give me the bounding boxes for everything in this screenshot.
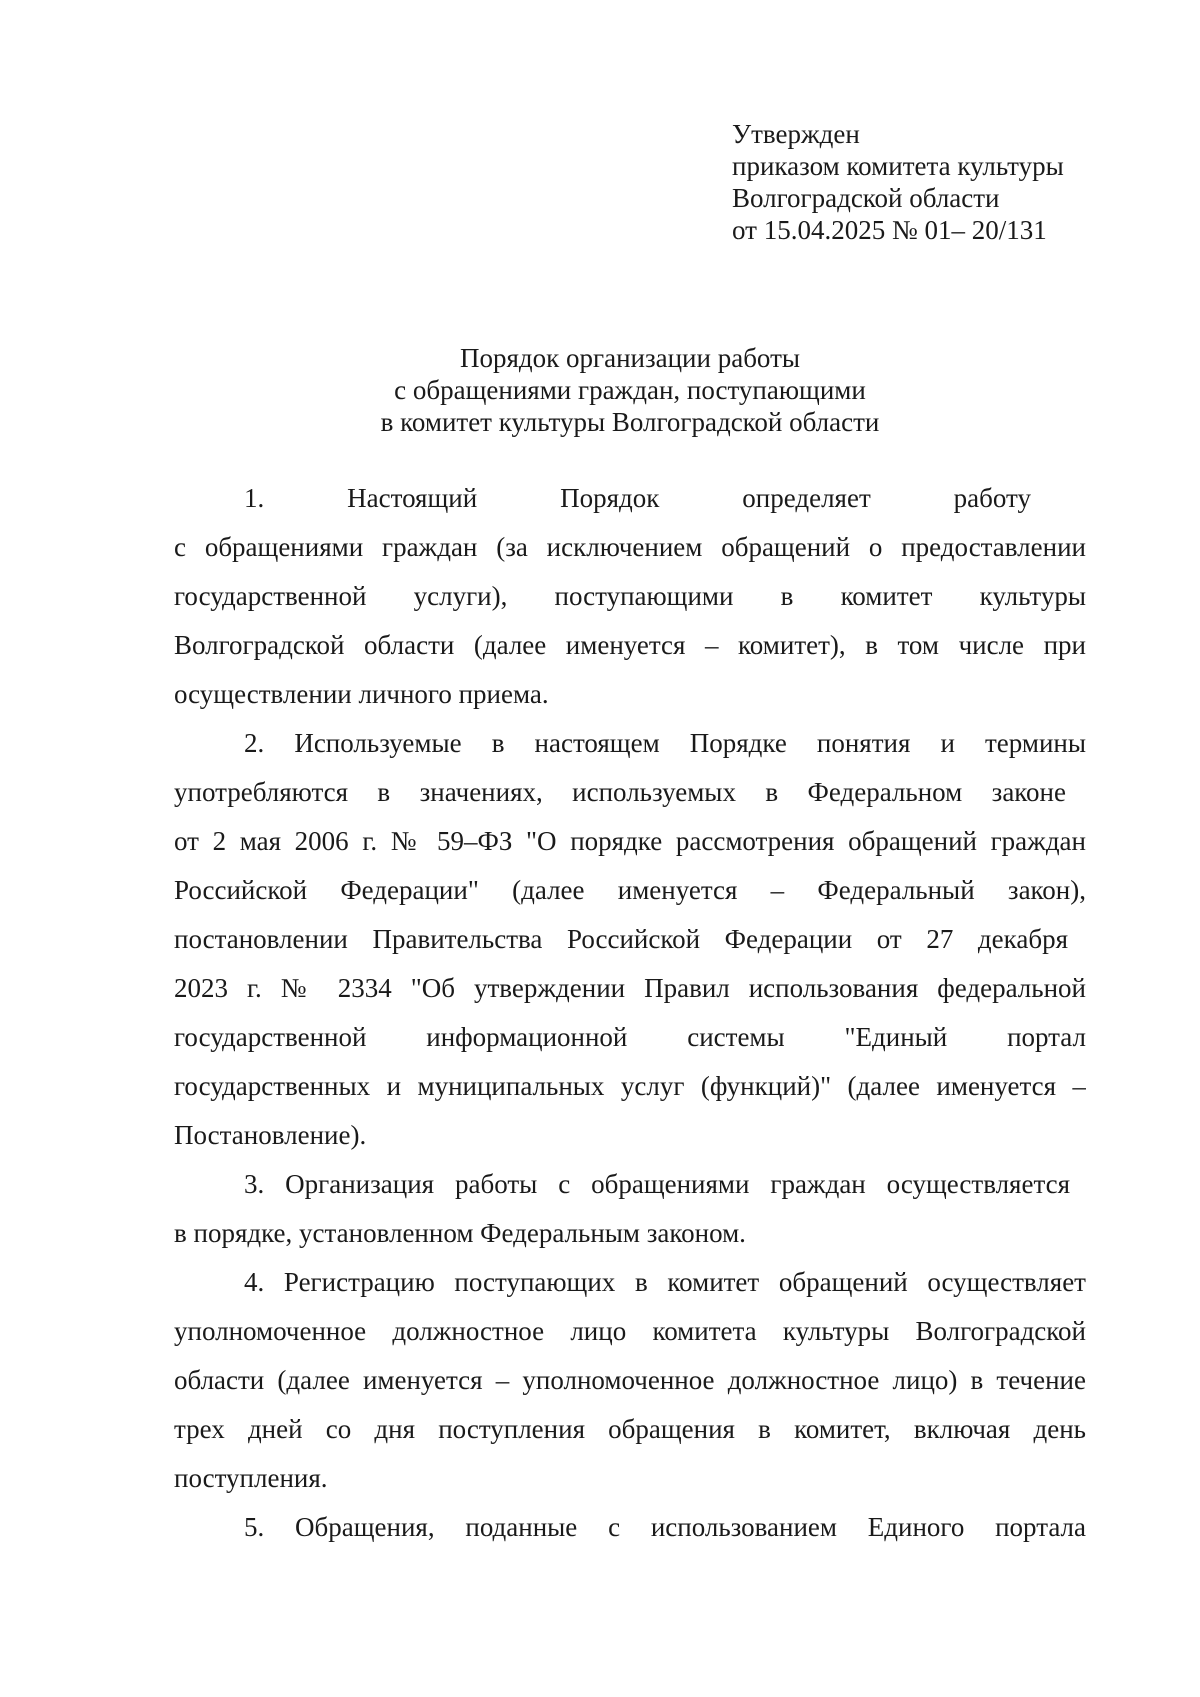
paragraph-1-line-5: осуществлении личного приема. bbox=[174, 679, 549, 709]
paragraph-2-line-4: Российской Федерации" (далее именуется – Федеральный закон), bbox=[174, 875, 1086, 905]
paragraph-1-line-2: с обращениями граждан (за исключением обращений о предоставлении bbox=[174, 532, 1086, 562]
title-line-3: в комитет культуры Волгоградской области bbox=[380, 407, 880, 437]
paragraph-4-line-2: уполномоченное должностное лицо комитета культуры Волгоградской bbox=[174, 1316, 1086, 1346]
paragraph-1-line-4: Волгоградской области (далее именуется – комитет), в том числе при bbox=[174, 630, 1086, 660]
paragraph-2-line-2: употребляются в значениях, используемых в Федеральном законе bbox=[174, 777, 1066, 807]
paragraph-2-line-3: от 2 мая 2006 г. № 59–ФЗ "О порядке рассмотрения обращений граждан bbox=[174, 826, 1086, 856]
paragraph-3-line-2: в порядке, установленном Федеральным законом. bbox=[174, 1218, 746, 1248]
paragraph-2-line-8: государственных и муниципальных услуг (функций)" (далее именуется – bbox=[174, 1071, 1086, 1101]
paragraph-4-line-1: 4. Регистрацию поступающих в комитет обращений осуществляет bbox=[244, 1267, 1086, 1297]
approval-line-4: от 15.04.2025 № 01– 20/131 bbox=[732, 215, 1047, 245]
paragraph-1-line-3: государственной услуги), поступающими в комитет культуры bbox=[174, 581, 1086, 611]
paragraph-2-line-1: 2. Используемые в настоящем Порядке понятия и термины bbox=[244, 728, 1086, 758]
title-line-2: с обращениями граждан, поступающими bbox=[394, 375, 866, 405]
paragraph-4-line-4: трех дней со дня поступления обращения в комитет, включая день bbox=[174, 1414, 1086, 1444]
paragraph-1-line-1: 1. Настоящий Порядок определяет работу bbox=[174, 474, 1086, 523]
approval-line-3: Волгоградской области bbox=[732, 183, 1000, 213]
document-title bbox=[175, 342, 1085, 438]
paragraph-4-line-5: поступления. bbox=[174, 1463, 328, 1493]
approval-block bbox=[732, 118, 1152, 246]
paragraph-2-line-7: государственной информационной системы "Единый портал bbox=[174, 1022, 1086, 1052]
paragraph-2-line-9: Постановление). bbox=[174, 1120, 367, 1150]
title-line-1: Порядок организации работы bbox=[459, 343, 801, 373]
paragraph-1-number: 1. bbox=[244, 483, 265, 513]
document-body bbox=[174, 474, 1086, 1552]
approval-line-1: Утвержден bbox=[732, 119, 860, 149]
approval-line-2: приказом комитета культуры bbox=[732, 151, 1064, 181]
paragraph-3-line-1: 3. Организация работы с обращениями граждан осуществляется bbox=[244, 1169, 1070, 1199]
paragraph-2-line-6: 2023 г. № 2334 "Об утверждении Правил использования федеральной bbox=[174, 973, 1086, 1003]
paragraph-2-line-5: постановлении Правительства Российской Федерации от 27 декабря bbox=[174, 924, 1068, 954]
paragraph-4-line-3: области (далее именуется – уполномоченное должностное лицо) в течение bbox=[174, 1365, 1086, 1395]
paragraph-5-line-1: 5. Обращения, поданные с использованием Единого портала bbox=[244, 1512, 1086, 1542]
